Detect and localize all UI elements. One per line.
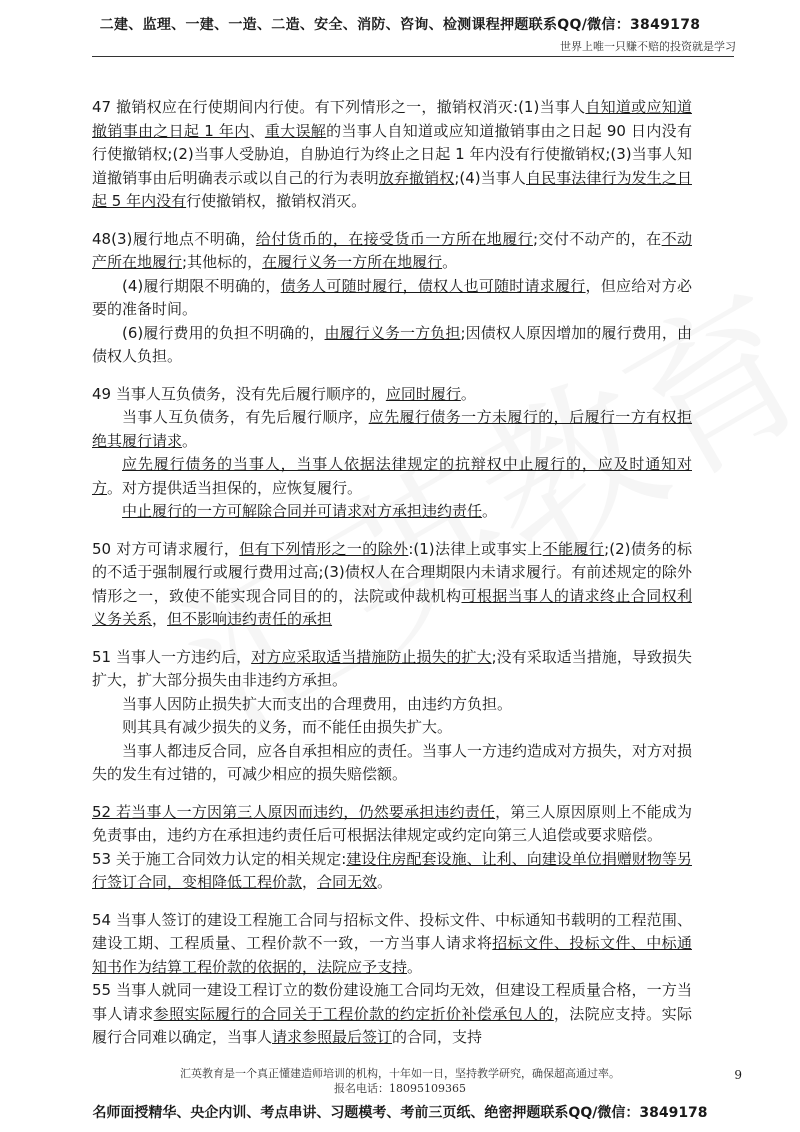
key-point-text: 不动产所在地履行 xyxy=(92,229,692,271)
footer-slogan: 汇英教育是一个真正懂建造师培训的机构，十年如一日，坚持教学研究，确保超高通过率。 xyxy=(180,1067,620,1080)
paragraph-51-mutual xyxy=(92,740,692,787)
key-point-text: 自民事法律行为发生之日起 5 年内没有 xyxy=(92,168,692,210)
body-text: ， xyxy=(302,873,318,891)
paragraph-49-sequence xyxy=(92,406,692,453)
body-text: 48(3)履行地点不明确， xyxy=(92,229,256,248)
page-body xyxy=(92,96,692,1050)
top-banner: 二建、监理、一建、一造、二造、安全、消防、咨询、检测课程押题联系QQ/微信：3849178 xyxy=(99,17,701,33)
body-text: 则其具有减少损失的义务，而不能任由损失扩大。 xyxy=(122,718,453,736)
body-text: 55 当事人就同一建设工程订立的数份建设施工合同均无效，但建设工程质量合格，一方当事人请求 xyxy=(92,981,692,1023)
header-divider xyxy=(92,56,734,57)
body-text: 行使撤销权，撤销权消灭。 xyxy=(186,192,367,210)
paragraph-51 xyxy=(92,646,692,693)
body-text: 。 xyxy=(377,873,393,891)
body-text: (6)履行费用的负担不明确的， xyxy=(122,323,325,342)
paragraph-54 xyxy=(92,909,692,980)
body-text: ;(4)当事人 xyxy=(454,168,526,187)
body-text: 的当事人自知道或应知道撤销事由之日起 90 日内没有行使撤销权;(2)当事人受胁迫，自胁迫行为终止之日起 1 年内没有行使撤销权;(3)当事人知道撤销事由后明确表示或以自己的行为表明 xyxy=(92,121,692,187)
paragraph-51-duty xyxy=(92,716,692,740)
paragraph-51-cost xyxy=(92,693,692,717)
paragraph-49 xyxy=(92,383,692,407)
footer-phone: 报名电话：18095109365 xyxy=(334,1082,466,1095)
body-text: ，法院应支持。实际履行合同难以确定，当事人 xyxy=(92,1004,692,1046)
paragraph-48-4 xyxy=(92,275,692,322)
key-point-text: 招标文件、投标文件、中标通知书作为结算工程价款的依据的，法院应予支持 xyxy=(92,934,692,976)
page-number: 9 xyxy=(734,1068,742,1082)
key-point-text: 应同时履行 xyxy=(385,384,461,403)
body-text: ;没有采取适当措施，导致损失扩大，扩大部分损失由非违约方承担。 xyxy=(92,647,692,689)
header-motto: 世界上唯一只赚不赔的投资就是学习 xyxy=(560,40,736,53)
body-text: ， xyxy=(152,610,168,628)
body-text: 。 xyxy=(460,384,476,403)
body-text: 53 关于施工合同效力认定的相关规定: xyxy=(92,849,347,868)
key-point-text: 建设住房配套设施、让利、向建设单位捐赠财物等另行签订合同，变相降低工程价款 xyxy=(92,849,692,891)
body-text: 50 对方可请求履行， xyxy=(92,539,240,558)
paragraph-48-6 xyxy=(92,322,692,369)
paragraph-48 xyxy=(92,228,692,275)
key-point-text: 债务人可随时履行，债权人也可随时请求履行 xyxy=(280,276,586,295)
body-text: 、 xyxy=(249,121,265,140)
paragraph-47 xyxy=(92,96,692,214)
body-text: 47 撤销权应在行使期间内行使。有下列情形之一，撤销权消灭:(1)当事人 xyxy=(92,98,586,116)
body-text: 当事人因防止损失扩大而支出的合理费用，由违约方负担。 xyxy=(122,694,513,713)
key-point-text: 52 若当事人一方因第三人原因而违约，仍然要承担违约责任 xyxy=(92,802,496,821)
key-point-text: 但有下列情形之一的除外 xyxy=(239,539,409,558)
body-text: 。 xyxy=(182,431,198,450)
paragraph-52 xyxy=(92,801,692,848)
bottom-banner: 名师面授精华、央企内训、考点串讲、习题模考、考前三页纸、绝密押题联系QQ/微信：3849178 xyxy=(92,1105,708,1121)
key-point-text: 重大误解 xyxy=(264,121,327,140)
body-text: :(1)法律上或事实上 xyxy=(408,539,543,558)
key-point-text: 不能履行 xyxy=(542,539,605,558)
body-text: 当事人都违反合同，应各自承担相应的责任。当事人一方违约造成对方损失，对方对损失的发生有过错的，可减少相应的损失赔偿额。 xyxy=(92,741,693,783)
body-text: 。对方提供适当担保的，应恢复履行。 xyxy=(107,478,363,497)
body-text: ;其他标的， xyxy=(182,253,263,271)
body-text: 54 当事人签订的建设工程施工合同与招标文件、投标文件、中标通知书载明的工程范围、建设工期、工程质量、工程价款不一致，一方当事人请求将 xyxy=(92,910,692,952)
paragraph-50 xyxy=(92,538,692,632)
key-point-text: 合同无效 xyxy=(317,873,378,891)
key-point-text: 应先履行债务的当事人，当事人依据法律规定的抗辩权中止履行的，应及时通知对方 xyxy=(92,455,692,497)
body-text: ，第三人原因原则上不能成为免责事由，违约方在承担违约责任后可根据法律规定或约定向第三人追偿或要求赔偿。 xyxy=(92,802,692,844)
paragraph-55 xyxy=(92,979,692,1050)
footer xyxy=(0,1066,800,1096)
body-text: 。 xyxy=(407,957,423,976)
key-point-text: 应先履行债务一方未履行的，后履行一方有权拒绝其履行请求 xyxy=(92,408,692,450)
key-point-text: 给付货币的，在接受货币一方所在地履行 xyxy=(255,229,533,248)
body-text: ;(2)债务的标的不适于强制履行或履行费用过高;(3)债权人在合理期限内未请求履行。有前述规定的除外情形之一，致使不能实现合同目的的，法院或仲裁机构 xyxy=(92,539,692,605)
body-text: 的合同，支持 xyxy=(392,1028,483,1046)
body-text: 49 当事人互负债务，没有先后履行顺序的， xyxy=(92,384,386,403)
key-point-text: 参照实际履行的合同关于工程价款的约定折价补偿承包人的 xyxy=(153,1004,554,1023)
key-point-text: 但不影响违约责任的承担 xyxy=(167,610,333,628)
body-text: ;因债权人原因增加的履行费用，由债权人负担。 xyxy=(92,323,692,365)
body-text: 。 xyxy=(442,253,458,271)
body-text: ;交付不动产的，在 xyxy=(532,229,662,248)
key-point-text: 自知道或应知道撤销事由之日起 1 年内 xyxy=(92,98,692,140)
paragraph-49-notice xyxy=(92,453,692,500)
key-point-text: 可根据当事人的请求终止合同权利义务关系 xyxy=(92,586,692,628)
body-text: (4)履行期限不明确的， xyxy=(122,276,281,295)
key-point-text: 在履行义务一方所在地履行 xyxy=(262,253,443,271)
paragraph-53 xyxy=(92,848,692,895)
body-text: 当事人互负债务，有先后履行顺序， xyxy=(122,408,369,426)
key-point-text: 由履行义务一方负担 xyxy=(324,323,461,342)
key-point-text: 请求参照最后签订 xyxy=(272,1028,393,1046)
key-point-text: 对方应采取适当措施防止损失的扩大 xyxy=(251,647,492,666)
body-text: 51 当事人一方违约后， xyxy=(92,647,252,666)
body-text: ，但应给对方必要的准备时间。 xyxy=(92,276,692,318)
body-text: 。 xyxy=(482,502,498,520)
key-point-text: 放弃撤销权 xyxy=(378,168,455,187)
paragraph-49-termination xyxy=(92,500,692,524)
key-point-text: 中止履行的一方可解除合同并可请求对方承担违约责任 xyxy=(122,502,483,520)
